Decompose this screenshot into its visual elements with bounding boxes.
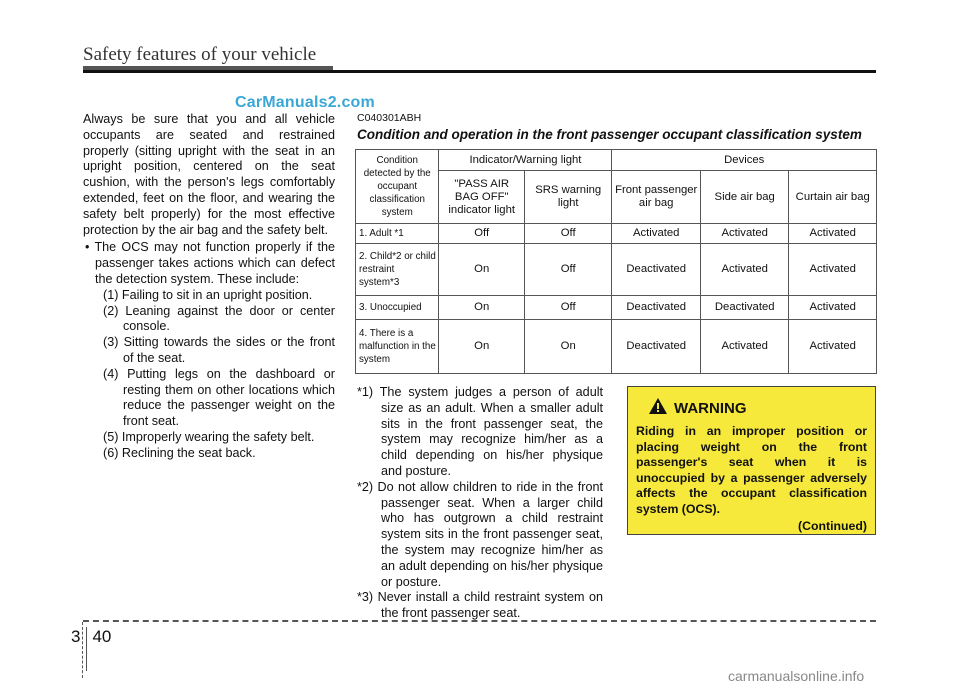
- footnotes: [357, 385, 603, 622]
- list-item: (3) Sitting towards the sides or the front of the seat.: [103, 335, 335, 365]
- table-cell: Activated: [789, 224, 877, 244]
- page-number: [71, 627, 111, 671]
- table-cell: Off: [524, 244, 612, 296]
- table-cell: Activated: [612, 224, 701, 244]
- table-cell: Activated: [700, 224, 789, 244]
- table-cell: On: [524, 320, 612, 374]
- section-title: Condition and operation in the front passenger occupant classification system: [357, 127, 862, 142]
- footnote: *3) Never install a child restraint system on the front passenger seat.: [357, 590, 603, 621]
- table-cell: Off: [439, 224, 524, 244]
- warning-box: [627, 386, 876, 535]
- table-cell: On: [439, 320, 524, 374]
- table-cell: Activated: [700, 244, 789, 296]
- left-column: [83, 112, 335, 462]
- table-cell: Deactivated: [700, 296, 789, 320]
- intro-paragraph: Always be sure that you and all vehicle occupants are seated and restrained properly (sitting upright with the seat in an upright position, centered on the seat cushion, with the person's legs comfortably extended, feet on the floor, and wearing the safety belt properly) for the most effective protection by the air bag and the safety belt.: [83, 112, 335, 237]
- indicator-header: Indicator/Warning light: [439, 150, 612, 171]
- col-side-airbag: Side air bag: [700, 171, 789, 224]
- table-row: [356, 224, 877, 244]
- bullet-item: • The OCS may not function properly if the passenger takes actions which can defect the detection system. These include:: [85, 240, 335, 286]
- table-row: [356, 296, 877, 320]
- table-cell: On: [439, 244, 524, 296]
- row-condition: 4. There is a malfunction in the system: [356, 320, 439, 374]
- table-cell: Off: [524, 224, 612, 244]
- row-condition: 1. Adult *1: [356, 224, 439, 244]
- warning-text: Riding in an improper position or placing weight on the front passenger's seat when it is unoccupied by a passenger adversely affects the occupant classification system (OCS).: [636, 424, 867, 516]
- list-item: (4) Putting legs on the dashboard or resting them on other locations which reduce the passenger weight on the front seat.: [103, 366, 335, 429]
- warning-triangle-icon: [648, 397, 668, 420]
- footnote: *2) Do not allow children to ride in the front passenger seat. When a larger child who has outgrown a child restraint system sits in the front passenger seat, the system may recognize him/her as an adult depending on his/her physique or posture.: [357, 479, 603, 589]
- table-row: [356, 320, 877, 374]
- warning-header: [648, 397, 867, 420]
- bullet-text: The OCS may not function properly if the passenger takes actions which can defect the detection system. These include:: [94, 240, 335, 286]
- table-cell: Deactivated: [612, 320, 701, 374]
- table-cell: Activated: [789, 244, 877, 296]
- devices-header: Devices: [612, 150, 877, 171]
- list-item: (2) Leaning against the door or center console.: [103, 303, 335, 334]
- ocs-table: [355, 149, 877, 374]
- header-rule: [83, 70, 876, 73]
- table-cell: Activated: [700, 320, 789, 374]
- table-cell: Deactivated: [612, 244, 701, 296]
- table-cell: Deactivated: [612, 296, 701, 320]
- row-condition: 2. Child*2 or child restraint system*3: [356, 244, 439, 296]
- col-front-airbag: Front passenger air bag: [612, 171, 701, 224]
- col-pass-airbag-off: "PASS AIR BAG OFF" indicator light: [439, 171, 524, 224]
- table-cell: Activated: [789, 296, 877, 320]
- table-cell: On: [439, 296, 524, 320]
- list-item: (5) Improperly wearing the safety belt.: [103, 429, 315, 444]
- condition-header: Condition detected by the occupant classification system: [356, 150, 439, 224]
- footer-rule: [83, 620, 876, 622]
- row-condition: 3. Unoccupied: [356, 296, 439, 320]
- page-number-value: 40: [92, 627, 112, 646]
- warning-continued: (Continued): [798, 519, 867, 533]
- col-curtain-airbag: Curtain air bag: [789, 171, 877, 224]
- chapter-number: 3: [71, 627, 81, 646]
- list-item: (1) Failing to sit in an upright position.: [103, 287, 313, 302]
- warning-title: WARNING: [674, 400, 747, 417]
- page-title: Safety features of your vehicle: [83, 44, 317, 65]
- footnote: *1) The system judges a person of adult size as an adult. When a smaller adult sits in the front passenger seat, the system may recognize him/her as a child depending on his/her physique and posture.: [357, 385, 603, 478]
- table-row: [356, 244, 877, 296]
- table-cell: Activated: [789, 320, 877, 374]
- list-item: (6) Reclining the seat back.: [103, 445, 256, 460]
- watermark: CarManuals2.com: [235, 94, 375, 111]
- watermark-bottom: carmanualsonline.info: [728, 668, 865, 684]
- col-srs-warning: SRS warning light: [524, 171, 612, 224]
- section-code: C040301ABH: [357, 112, 422, 124]
- table-cell: Off: [524, 296, 612, 320]
